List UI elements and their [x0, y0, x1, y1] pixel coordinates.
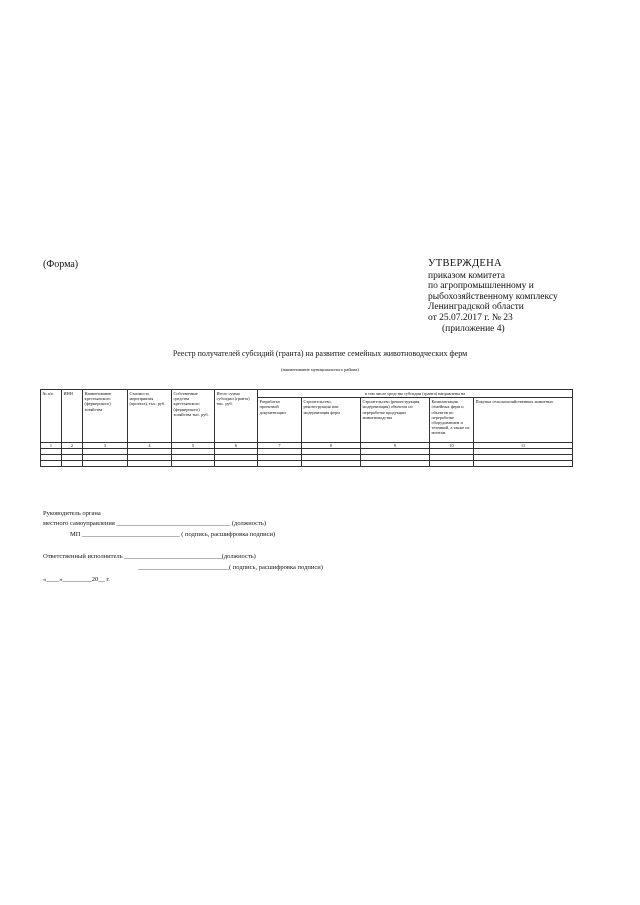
head-of-agency-label: Руководитель органа [43, 510, 101, 517]
table-header-row [41, 390, 573, 398]
executor-position-line: Ответственный исполнитель ______________________________(должность) [43, 553, 256, 560]
header-total-subsidy: Итого сумма субсидии (гранта) тыс. руб. [215, 390, 258, 443]
date-line: «____»_________20__ г. [43, 576, 110, 583]
header-cost: Стоимость мероприятия (проекта), тыс. руб. [128, 390, 172, 443]
approval-line: Ленинградской области [428, 302, 524, 313]
subheader-cell: Строительство (реконструкция, модернизация) объектов по переработке продукции животноводства [361, 398, 430, 443]
header-farm-name: Наименование крестьянского (фермерского) хозяйства [83, 390, 128, 443]
subheader-cell: Комплектация семейных ферм и объектов по переработке оборудованием и техникой, а также их монтаж [430, 398, 474, 443]
document-subtitle: (наименование муниципального района) [281, 367, 359, 372]
header-own-funds: Собственные средства крестьянского (фермерского) хозяйства тыс. руб. [172, 390, 215, 443]
head-position-line: местного самоуправления ___________________________________ (должность) [43, 520, 266, 527]
document-title: Реестр получателей субсидий (гранта) на развитие семейных животноводческих ферм [172, 349, 468, 358]
column-number: 6 [215, 443, 258, 449]
header-group: в том числе средства субсидии (гранта) направлены на [258, 390, 573, 398]
head-signature-line: МП ______________________________ ( подпись, расшифровка подписи) [70, 531, 276, 538]
approval-line: рыбохозяйственному комплексу [428, 291, 558, 302]
column-number: 3 [83, 443, 128, 449]
subheader-cell: Разработка проектной документации [258, 398, 302, 443]
column-number: 2 [62, 443, 83, 449]
form-label: (Форма) [43, 259, 79, 270]
column-number: 1 [41, 443, 62, 449]
approval-line: от 25.07.2017 г. № 23 [428, 312, 513, 323]
approval-line: по агропромышленному и [428, 281, 534, 292]
column-number: 10 [430, 443, 474, 449]
column-number: 4 [128, 443, 172, 449]
column-number: 9 [361, 443, 430, 449]
column-number: 8 [302, 443, 361, 449]
appendix-label: (приложение 4) [442, 323, 505, 334]
header-inn: ИНН [62, 390, 83, 443]
column-number: 5 [172, 443, 215, 449]
table-row [41, 461, 573, 467]
approval-line: приказом комитета [428, 270, 505, 281]
registry-table [40, 389, 573, 467]
header-no: № п/п [41, 390, 62, 443]
column-number: 11 [474, 443, 573, 449]
subheader-cell: Строительство, реконструкция или модернизация ферм [302, 398, 361, 443]
executor-signature-line: ____________________________( подпись, расшифровка подписи) [138, 564, 323, 571]
subheader-cell: Покупка сельскохозяйственных животных [474, 398, 573, 443]
column-number: 7 [258, 443, 302, 449]
approval-block [428, 259, 558, 334]
approval-heading: УТВЕРЖДЕНА [428, 258, 502, 269]
